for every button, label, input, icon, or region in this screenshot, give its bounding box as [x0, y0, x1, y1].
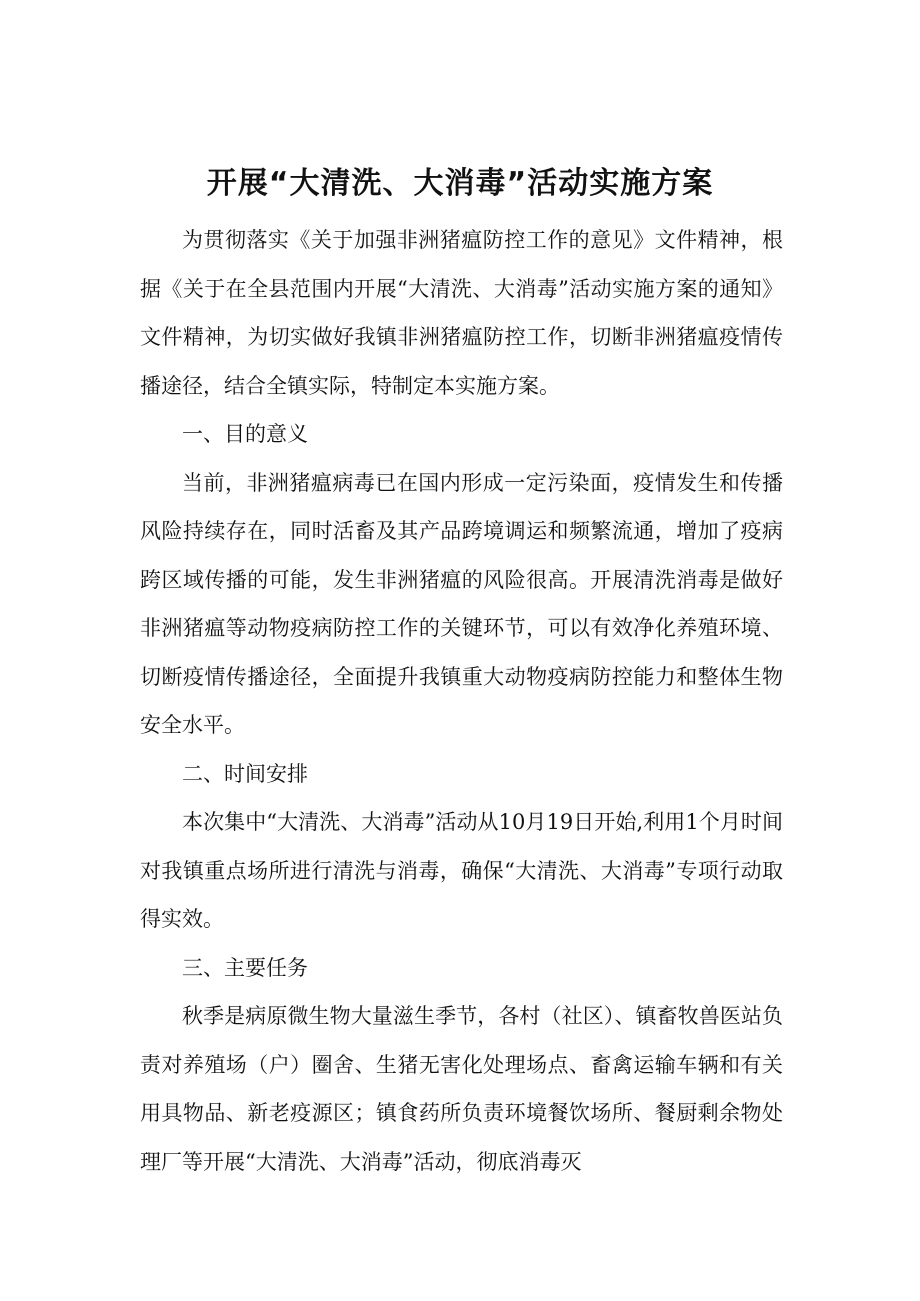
document-title: 开展“大清洗、大消毒”活动实施方案: [206, 166, 714, 202]
section-paragraph-schedule: 本次集中“大清洗、大消毒”活动从10月19日开始,利用1个月时间对我镇重点场所进行清洗与消毒，确保“大清洗、大消毒”专项行动取得实效。: [140, 810, 783, 931]
section-heading-purpose: 一、目的意义: [182, 422, 308, 446]
section-paragraph-tasks: 秋季是病原微生物大量滋生季节，各村（社区）、镇畜牧兽医站负责对养殖场（户）圈舍、生猪无害化处理场点、畜禽运输车辆和有关用具物品、新老疫源区；镇食药所负责环境餐饮场所、餐厨剩余物处理厂等开展“大清洗、大消毒”活动，彻底消毒灭: [140, 1004, 783, 1174]
intro-paragraph: 为贯彻落实《关于加强非洲猪瘟防控工作的意见》文件精神，根据《关于在全县范围内开展“大清洗、大消毒”活动实施方案的通知》文件精神，为切实做好我镇非洲猪瘟防控工作，切断非洲猪瘟疫情传播途径，结合全镇实际，特制定本实施方案。: [140, 228, 783, 398]
document-body: [140, 216, 783, 1186]
section-heading-tasks: 三、主要任务: [182, 955, 308, 980]
section-paragraph-purpose: 当前，非洲猪瘟病毒已在国内形成一定污染面，疫情发生和传播风险持续存在，同时活畜及其产品跨境调运和频繁流通，增加了疫病跨区域传播的可能，发生非洲猪瘟的风险很高。开展清洗消毒是做好非洲猪瘟等动物疫病防控工作的关键环节，可以有效净化养殖环境、切断疫情传播途径，全面提升我镇重大动物疫病防控能力和整体生物安全水平。: [140, 470, 783, 737]
section-heading-schedule: 二、时间安排: [182, 761, 308, 786]
